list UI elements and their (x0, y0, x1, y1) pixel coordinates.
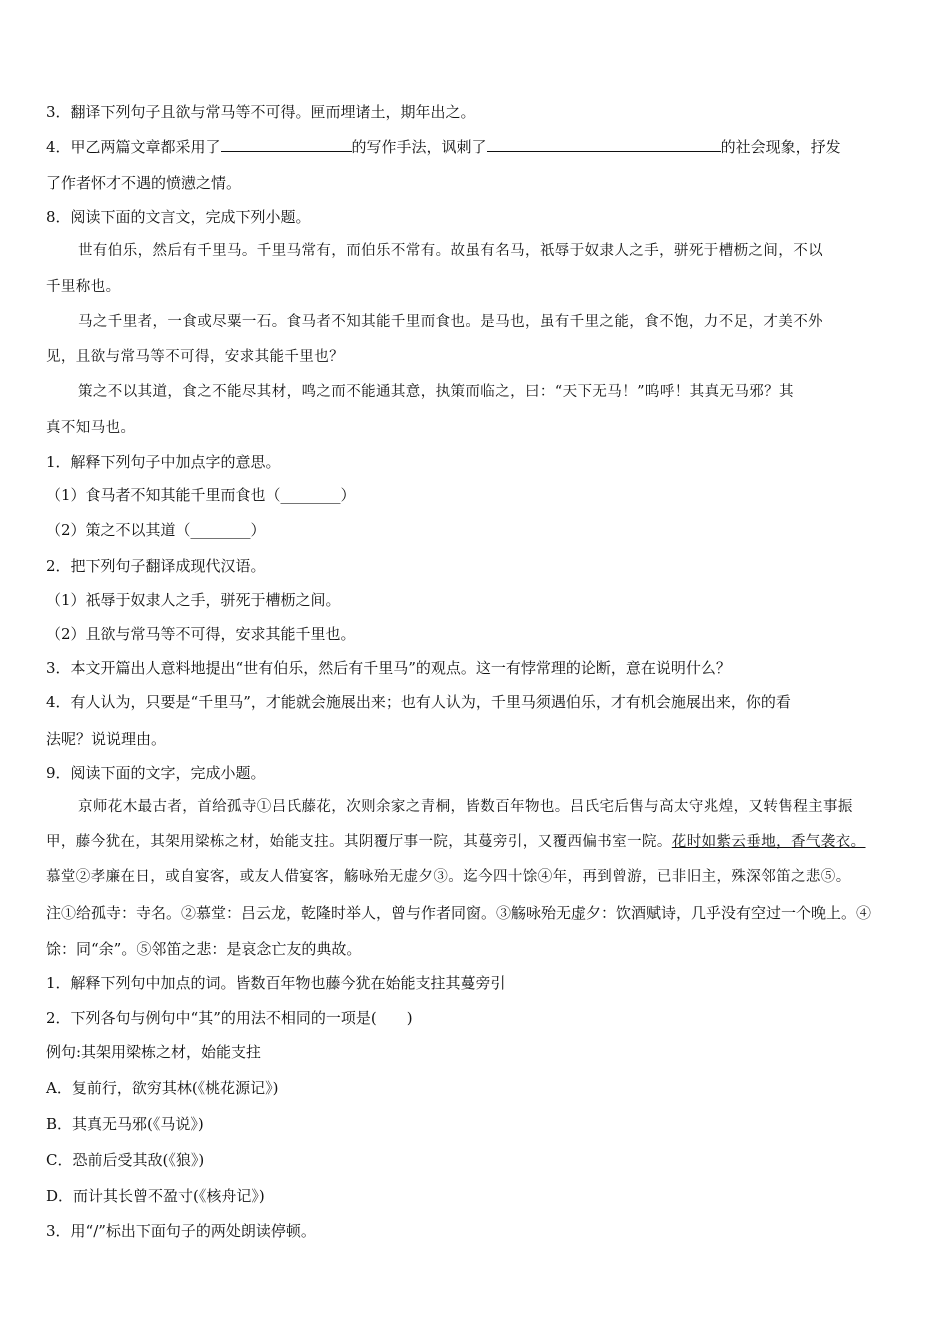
passage-para-2-line-2: 见，且欲与常马等不可得，安求其能千里也？ (46, 349, 344, 365)
passage-para-2-line-1: 马之千里者，一食或尽粟一石。食马者不知其能千里而食也。是马也，虽有千里之能，食不饱，力不足，才美不外 (78, 314, 823, 330)
q8-heading: 8．阅读下面的文言文，完成下列小题。 (46, 208, 311, 226)
q4-text-3: 的社会现象，抒发 (720, 138, 841, 156)
q4-continuation: 了作者怀才不遇的愤懑之情。 (46, 174, 242, 192)
answer-blank-2[interactable] (487, 136, 721, 152)
q9-passage-line-2 (46, 832, 906, 852)
passage-para-3-line-1: 策之不以其道，食之不能尽其材，鸣之而不能通其意，执策而临之，曰：“天下无马！”呜呼！其真无马邪？其 (78, 384, 794, 400)
q9-notes-line-2: 馀：同“余”。⑤邻笛之悲：是哀念亡友的典故。 (46, 940, 362, 958)
passage-para-1-line-1: 世有伯乐，然后有千里马。千里马常有，而伯乐不常有。故虽有名马，祇辱于奴隶人之手，骈死于槽枥之间，不以 (78, 243, 823, 259)
q4-text-2: 的写作手法，讽刺了 (351, 138, 487, 156)
q8-3-prompt: 3．本文开篇出人意料地提出“世有伯乐，然后有千里马”的观点。这一有悖常理的论断，意在说明什么？ (46, 659, 731, 677)
q9-2-prompt: 2．下列各句与例句中“其”的用法不相同的一项是( ) (46, 1009, 413, 1027)
q9-passage-text: 甲，藤今犹在，其架用梁栋之材，始能支拄。其阴覆厅事一院，其蔓旁引，又覆西偏书室一院。 (46, 834, 672, 850)
option-a[interactable]: A．复前行，欲穷其林(《桃花源记》) (46, 1079, 279, 1097)
q8-2-item-2: （2）且欲与常马等不可得，安求其能千里也。 (46, 625, 356, 643)
option-d[interactable]: D．而计其长曾不盈寸(《核舟记》) (46, 1187, 265, 1205)
q8-2-item-1: （1）祇辱于奴隶人之手，骈死于槽枥之间。 (46, 591, 341, 609)
passage-para-3-line-2: 真不知马也。 (46, 420, 136, 436)
q9-3-prompt: 3．用“/”标出下面句子的两处朗读停顿。 (46, 1222, 316, 1240)
q9-passage-line-1: 京师花木最古者，首给孤寺①吕氏藤花，次则余家之青桐，皆数百年物也。吕氏宅后售与高太守兆煌，又转售程主事振 (78, 799, 853, 815)
q8-4-prompt-line-2: 法呢？说说理由。 (46, 730, 167, 748)
q8-1-item-2: （2）策之不以其道（________） (46, 521, 266, 539)
answer-blank-1[interactable] (221, 136, 352, 152)
q8-2-prompt: 2．把下列句子翻译成现代汉语。 (46, 557, 266, 575)
q9-1-prompt: 1．解释下列句中加点的词。皆数百年物也藤今犹在始能支拄其蔓旁引 (46, 974, 506, 992)
underlined-sentence: 花时如紫云垂地，香气袭衣。 (671, 834, 866, 850)
q8-4-prompt-line-1: 4．有人认为，只要是“千里马”，才能就会施展出来；也有人认为，千里马须遇伯乐，才有机会施展出来，你的看 (46, 693, 791, 711)
q4-text-1: 4．甲乙两篇文章都采用了 (46, 138, 221, 156)
q9-notes-line-1: 注①给孤寺：寺名。②慕堂：吕云龙，乾隆时举人，曾与作者同窗。③觞咏殆无虚夕：饮酒赋诗，几乎没有空过一个晚上。④ (46, 904, 872, 922)
q9-heading: 9．阅读下面的文字，完成小题。 (46, 764, 266, 782)
passage-para-1-line-2: 千里称也。 (46, 279, 121, 295)
q9-2-example: 例句:其架用梁栋之材，始能支拄 (46, 1043, 262, 1061)
option-c[interactable]: C．恐前后受其敌(《狼》) (46, 1151, 205, 1169)
q8-1-item-1: （1）食马者不知其能千里而食也（________） (46, 486, 356, 504)
q4-fill-blank (46, 136, 906, 157)
q8-1-prompt: 1．解释下列句子中加点字的意思。 (46, 453, 281, 471)
q3-translate: 3．翻译下列句子且欲与常马等不可得。匣而埋诸土，期年出之。 (46, 103, 476, 121)
option-b[interactable]: B．其真无马邪(《马说》) (46, 1115, 204, 1133)
q9-passage-line-3: 慕堂②孝廉在日，或自宴客，或友人借宴客，觞咏殆无虚夕③。迄今四十馀④年，再到曾游，已非旧主，殊深邻笛之悲⑤。 (46, 869, 851, 885)
